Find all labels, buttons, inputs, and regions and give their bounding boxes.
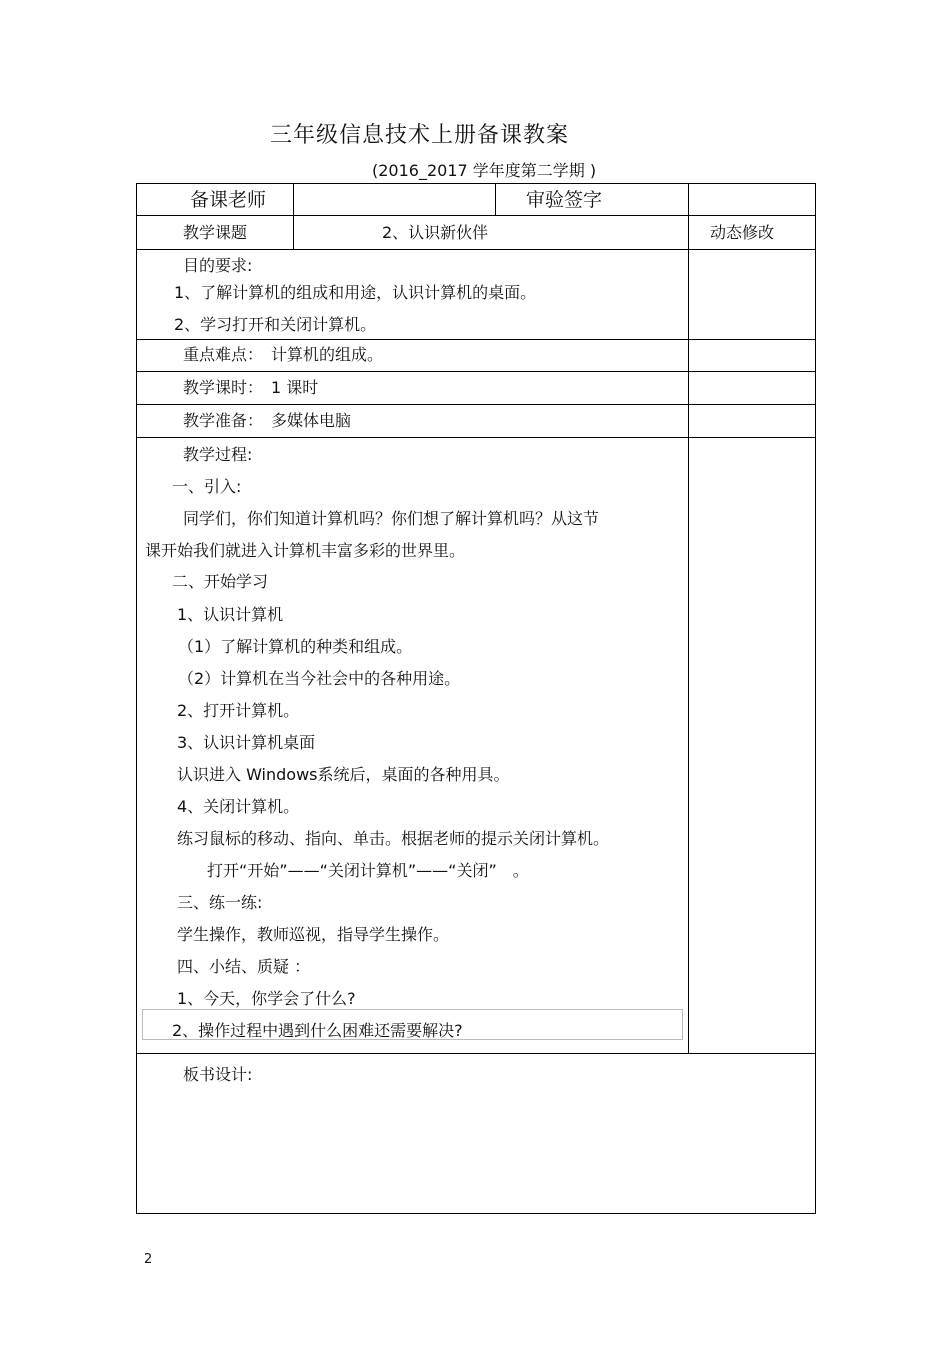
process-line: 1、认识计算机: [177, 605, 284, 624]
sign-label: 审验签字: [526, 189, 603, 211]
topic-label: 教学课题: [183, 223, 248, 242]
page-number: 2: [144, 1252, 153, 1267]
row-divider: [136, 1053, 816, 1054]
row-divider: [136, 404, 816, 405]
row-divider: [136, 249, 816, 250]
col-divider: [688, 183, 689, 1053]
row-divider: [136, 371, 816, 372]
preparation: 教学准备： 多媒体电脑: [183, 411, 352, 430]
process-line: 课开始我们就进入计算机丰富多彩的世界里。: [145, 541, 466, 560]
dynamic-edit-label: 动态修改: [710, 223, 775, 242]
process-line: 同学们，你们知道计算机吗？你们想了解计算机吗？从这节: [183, 509, 600, 528]
process-line: 1、今天，你学会了什么?: [177, 989, 356, 1008]
process-line: 2、操作过程中遇到什么困难还需要解决?: [172, 1021, 463, 1040]
document-subtitle: (2016_2017 学年度第二学期 ): [372, 161, 597, 180]
goal-item: 2、学习打开和关闭计算机。: [174, 315, 377, 334]
process-line: （2）计算机在当今社会中的各种用途。: [178, 669, 461, 688]
document-title: 三年级信息技术上册备课教案: [270, 123, 570, 148]
process-line: 4、关闭计算机。: [177, 797, 300, 816]
process-line: 二、开始学习: [172, 572, 269, 591]
process-line: 练习鼠标的移动、指向、单击。根据老师的提示关闭计算机。: [177, 829, 610, 848]
process-line: （1）了解计算机的种类和组成。: [178, 637, 413, 656]
key-points: 重点难点： 计算机的组成。: [183, 345, 384, 364]
process-line: 四、小结、质疑 ：: [177, 957, 311, 976]
process-line: 学生操作，教师巡视，指导学生操作。: [177, 925, 450, 944]
lesson-plan-table: [136, 183, 816, 1214]
process-line: 2、打开计算机。: [177, 701, 300, 720]
process-line: 三、练一练:: [177, 893, 263, 912]
process-line: 3、认识计算机桌面: [177, 733, 316, 752]
process-line: 打开“开始”——“关闭计算机”——“关闭” 。: [207, 861, 529, 880]
goals-heading: 目的要求:: [183, 256, 253, 275]
row-divider: [136, 339, 816, 340]
row-divider: [136, 215, 816, 216]
goal-item: 1、了解计算机的组成和用途，认识计算机的桌面。: [174, 283, 537, 302]
col-divider: [293, 183, 294, 249]
row-divider: [136, 437, 816, 438]
class-hours: 教学课时： 1 课时: [183, 378, 319, 397]
topic-value: 2、认识新伙伴: [382, 223, 489, 242]
process-line: 教学过程:: [183, 445, 253, 464]
board-design-label: 板书设计:: [183, 1065, 253, 1084]
process-line: 一、引入:: [172, 477, 242, 496]
process-line: 认识进入 Windows系统后，桌面的各种用具。: [177, 765, 510, 784]
col-divider: [495, 183, 496, 216]
teacher-label: 备课老师: [190, 189, 267, 211]
